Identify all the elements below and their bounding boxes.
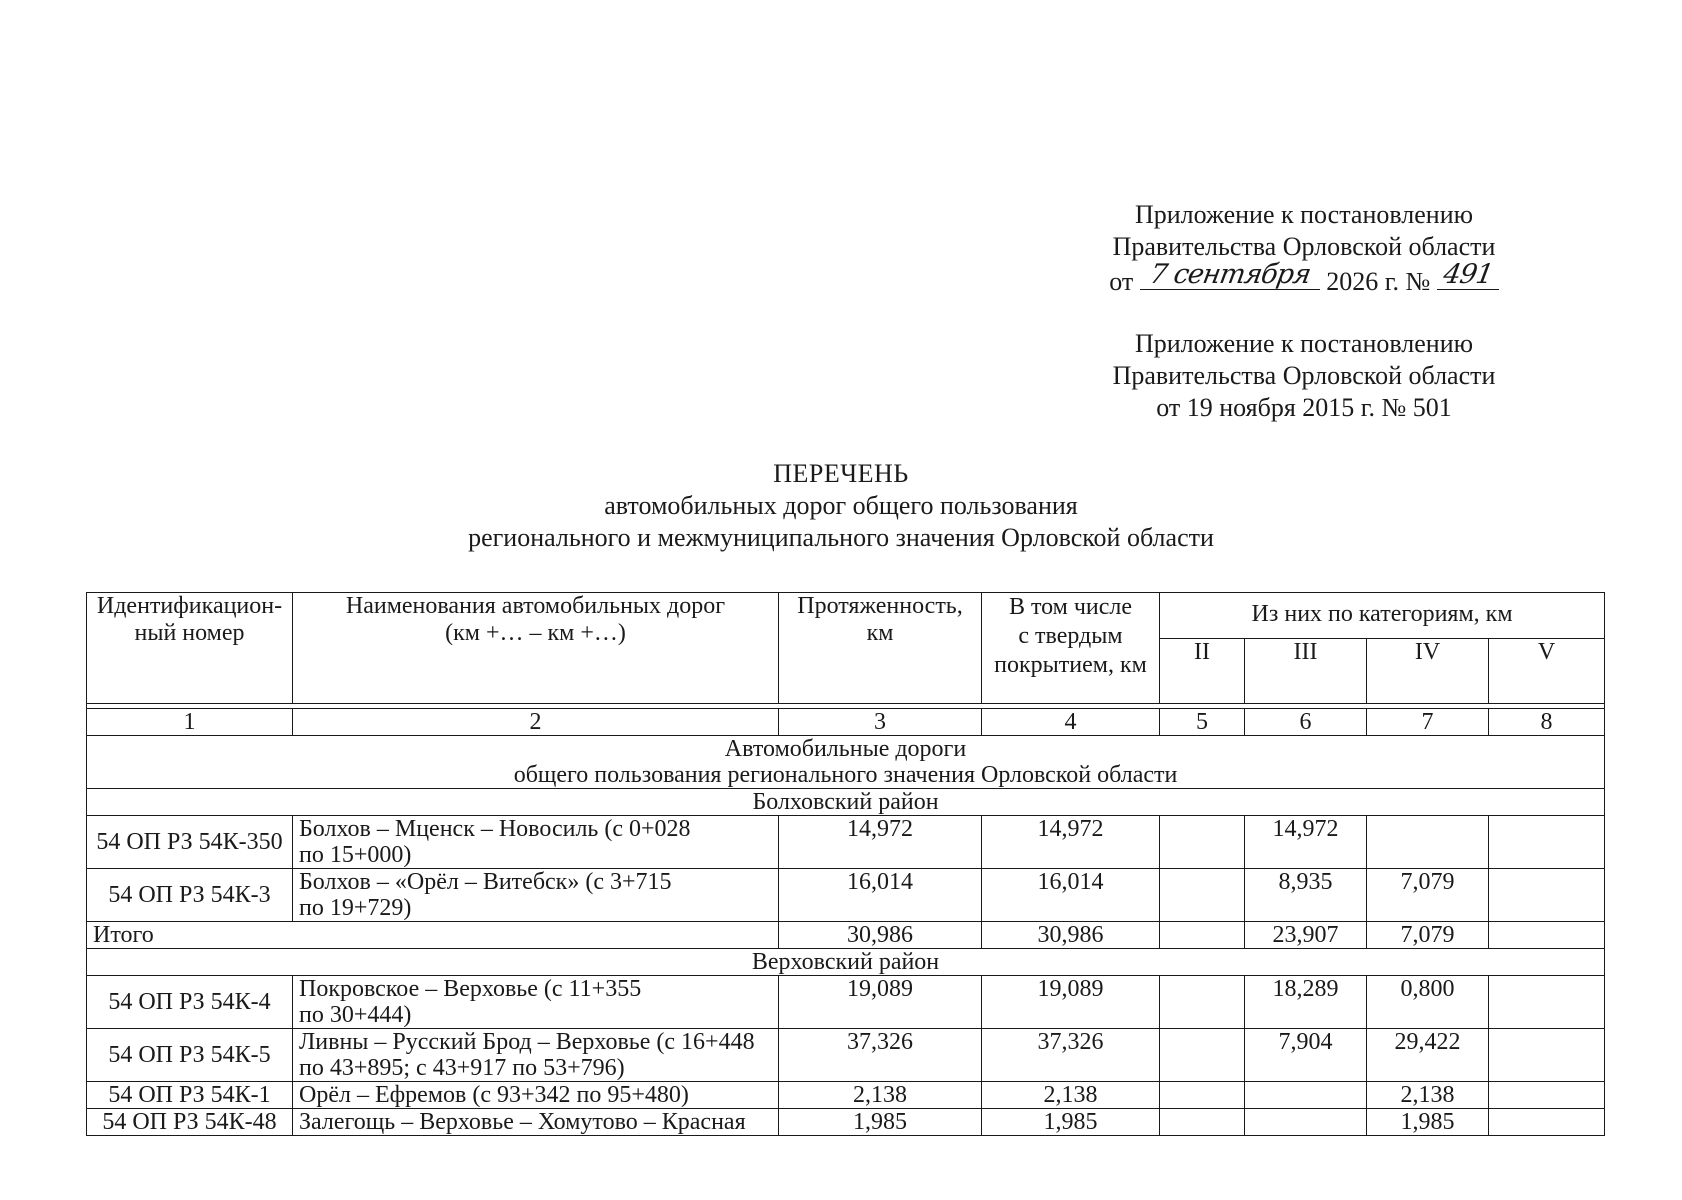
header-cat-2: II xyxy=(1160,639,1245,704)
column-numbers-row xyxy=(87,709,1605,736)
road-length: 19,089 xyxy=(779,976,982,1029)
header-categories: Из них по категориям, км xyxy=(1160,593,1605,639)
roads-table xyxy=(86,592,1605,1136)
road-cat-2 xyxy=(1160,976,1245,1029)
section-title-row xyxy=(87,736,1605,789)
appendix-old-line3: от 19 ноября 2015 г. № 501 xyxy=(1156,393,1452,422)
appendix-new-block xyxy=(1044,199,1564,298)
road-name xyxy=(293,1029,779,1082)
table-row xyxy=(87,816,1605,869)
column-number: 6 xyxy=(1245,709,1367,736)
total-paved: 30,986 xyxy=(982,922,1160,949)
road-name-line2: по 15+000) xyxy=(299,842,412,868)
total-cat-5 xyxy=(1489,922,1605,949)
table-row xyxy=(87,869,1605,922)
header-length xyxy=(779,593,982,704)
road-cat-3: 18,289 xyxy=(1245,976,1367,1029)
table-row xyxy=(87,1109,1605,1136)
road-name-line1: Болхов – Мценск – Новосиль (с 0+028 xyxy=(299,816,691,842)
road-cat-4: 2,138 xyxy=(1367,1082,1489,1109)
header-cat-5: V xyxy=(1489,639,1605,704)
handwritten-number: 491 xyxy=(1440,259,1495,290)
title-main: ПЕРЕЧЕНЬ xyxy=(773,459,909,488)
road-paved: 16,014 xyxy=(982,869,1160,922)
road-id: 54 ОП РЗ 54К-48 xyxy=(87,1109,293,1136)
total-cat-3: 23,907 xyxy=(1245,922,1367,949)
total-cat-4: 7,079 xyxy=(1367,922,1489,949)
header-paved-line2: с твердым xyxy=(1018,623,1123,649)
road-cat-2 xyxy=(1160,1082,1245,1109)
appendix-old-line2: Правительства Орловской области xyxy=(1112,361,1496,390)
appendix-old-line1: Приложение к постановлению xyxy=(1134,329,1474,358)
header-id: Идентификацион- ный номер xyxy=(87,593,293,704)
appendix-new-line3 xyxy=(1044,259,1564,298)
road-cat-4: 1,985 xyxy=(1367,1109,1489,1136)
header-cat-4: IV xyxy=(1367,639,1489,704)
road-name-line2: по 19+729) xyxy=(299,895,412,921)
road-cat-2 xyxy=(1160,816,1245,869)
appendix-new-line2: Правительства Орловской области xyxy=(1112,232,1496,261)
road-cat-2 xyxy=(1160,1109,1245,1136)
header-cat-3: III xyxy=(1245,639,1367,704)
header-name xyxy=(293,593,779,704)
total-label: Итого xyxy=(87,922,779,949)
column-number: 7 xyxy=(1367,709,1489,736)
road-id: 54 ОП РЗ 54К-350 xyxy=(87,816,293,869)
road-id: 54 ОП РЗ 54К-4 xyxy=(87,976,293,1029)
road-length: 14,972 xyxy=(779,816,982,869)
road-cat-3 xyxy=(1245,1109,1367,1136)
road-cat-3: 7,904 xyxy=(1245,1029,1367,1082)
road-cat-3 xyxy=(1245,1082,1367,1109)
title-line2: автомобильных дорог общего пользования xyxy=(604,491,1078,520)
road-name-line2: по 30+444) xyxy=(299,1002,412,1028)
appendix-new-year: 2026 г. № xyxy=(1326,267,1431,296)
road-cat-4: 7,079 xyxy=(1367,869,1489,922)
road-name xyxy=(293,976,779,1029)
district-row xyxy=(87,789,1605,816)
road-length: 16,014 xyxy=(779,869,982,922)
column-number: 3 xyxy=(779,709,982,736)
header-paved xyxy=(982,593,1160,704)
road-name xyxy=(293,869,779,922)
appendix-new-prefix: от xyxy=(1109,267,1134,296)
road-cat-5 xyxy=(1489,1082,1605,1109)
road-cat-4 xyxy=(1367,816,1489,869)
road-id: 54 ОП РЗ 54К-5 xyxy=(87,1029,293,1082)
handwritten-date: 7 сентября xyxy=(1147,259,1313,290)
road-cat-2 xyxy=(1160,869,1245,922)
header-length-line2: км xyxy=(866,620,894,646)
road-cat-5 xyxy=(1489,1029,1605,1082)
column-number: 2 xyxy=(293,709,779,736)
district-row xyxy=(87,949,1605,976)
road-name xyxy=(293,816,779,869)
table-row xyxy=(87,1029,1605,1082)
section-title-line1: Автомобильные дороги xyxy=(724,736,967,762)
header-paved-line1: В том числе xyxy=(1008,594,1133,620)
header-length-line1: Протяженность, xyxy=(797,593,963,619)
road-cat-5 xyxy=(1489,816,1605,869)
appendix-new-line1: Приложение к постановлению xyxy=(1134,200,1474,229)
header-paved-line3: покрытием, км xyxy=(994,652,1147,678)
road-name-line1: Ливны – Русский Брод – Верховье (с 16+448 xyxy=(299,1029,755,1055)
road-paved: 2,138 xyxy=(982,1082,1160,1109)
handwritten-date-field xyxy=(1140,259,1320,290)
road-paved: 19,089 xyxy=(982,976,1160,1029)
road-name-line2: по 43+895; с 43+917 по 53+796) xyxy=(299,1055,625,1081)
road-cat-3: 14,972 xyxy=(1245,816,1367,869)
road-length: 2,138 xyxy=(779,1082,982,1109)
road-paved: 1,985 xyxy=(982,1109,1160,1136)
handwritten-number-field xyxy=(1437,259,1499,290)
total-length: 30,986 xyxy=(779,922,982,949)
total-row xyxy=(87,922,1605,949)
column-number: 1 xyxy=(87,709,293,736)
header-name-line1: Наименования автомобильных дорог xyxy=(345,593,726,619)
road-name-line1: Болхов – «Орёл – Витебск» (с 3+715 xyxy=(299,869,672,895)
road-cat-5 xyxy=(1489,1109,1605,1136)
road-id: 54 ОП РЗ 54К-1 xyxy=(87,1082,293,1109)
column-number: 8 xyxy=(1489,709,1605,736)
road-cat-4: 0,800 xyxy=(1367,976,1489,1029)
column-number: 4 xyxy=(982,709,1160,736)
road-length: 1,985 xyxy=(779,1109,982,1136)
document-title xyxy=(0,458,1682,554)
road-paved: 14,972 xyxy=(982,816,1160,869)
road-cat-5 xyxy=(1489,869,1605,922)
road-length: 37,326 xyxy=(779,1029,982,1082)
column-number: 5 xyxy=(1160,709,1245,736)
district-title: Болховский район xyxy=(87,789,1605,816)
road-paved: 37,326 xyxy=(982,1029,1160,1082)
road-id: 54 ОП РЗ 54К-3 xyxy=(87,869,293,922)
road-cat-5 xyxy=(1489,976,1605,1029)
section-title xyxy=(87,736,1605,789)
road-name: Орёл – Ефремов (с 93+342 по 95+480) xyxy=(293,1082,779,1109)
road-cat-2 xyxy=(1160,1029,1245,1082)
appendix-old-block xyxy=(1044,328,1564,424)
table-row xyxy=(87,1082,1605,1109)
table-row xyxy=(87,976,1605,1029)
header-name-line2: (км +… – км +…) xyxy=(445,620,626,646)
road-cat-4: 29,422 xyxy=(1367,1029,1489,1082)
total-cat-2 xyxy=(1160,922,1245,949)
road-name: Залегощь – Верховье – Хомутово – Красная xyxy=(293,1109,779,1136)
section-title-line2: общего пользования регионального значения Орловской области xyxy=(513,762,1178,788)
road-name-line1: Покровское – Верховье (с 11+355 xyxy=(299,976,642,1002)
title-line3: регионального и межмуниципального значения Орловской области xyxy=(468,523,1214,552)
road-cat-3: 8,935 xyxy=(1245,869,1367,922)
district-title: Верховский район xyxy=(87,949,1605,976)
